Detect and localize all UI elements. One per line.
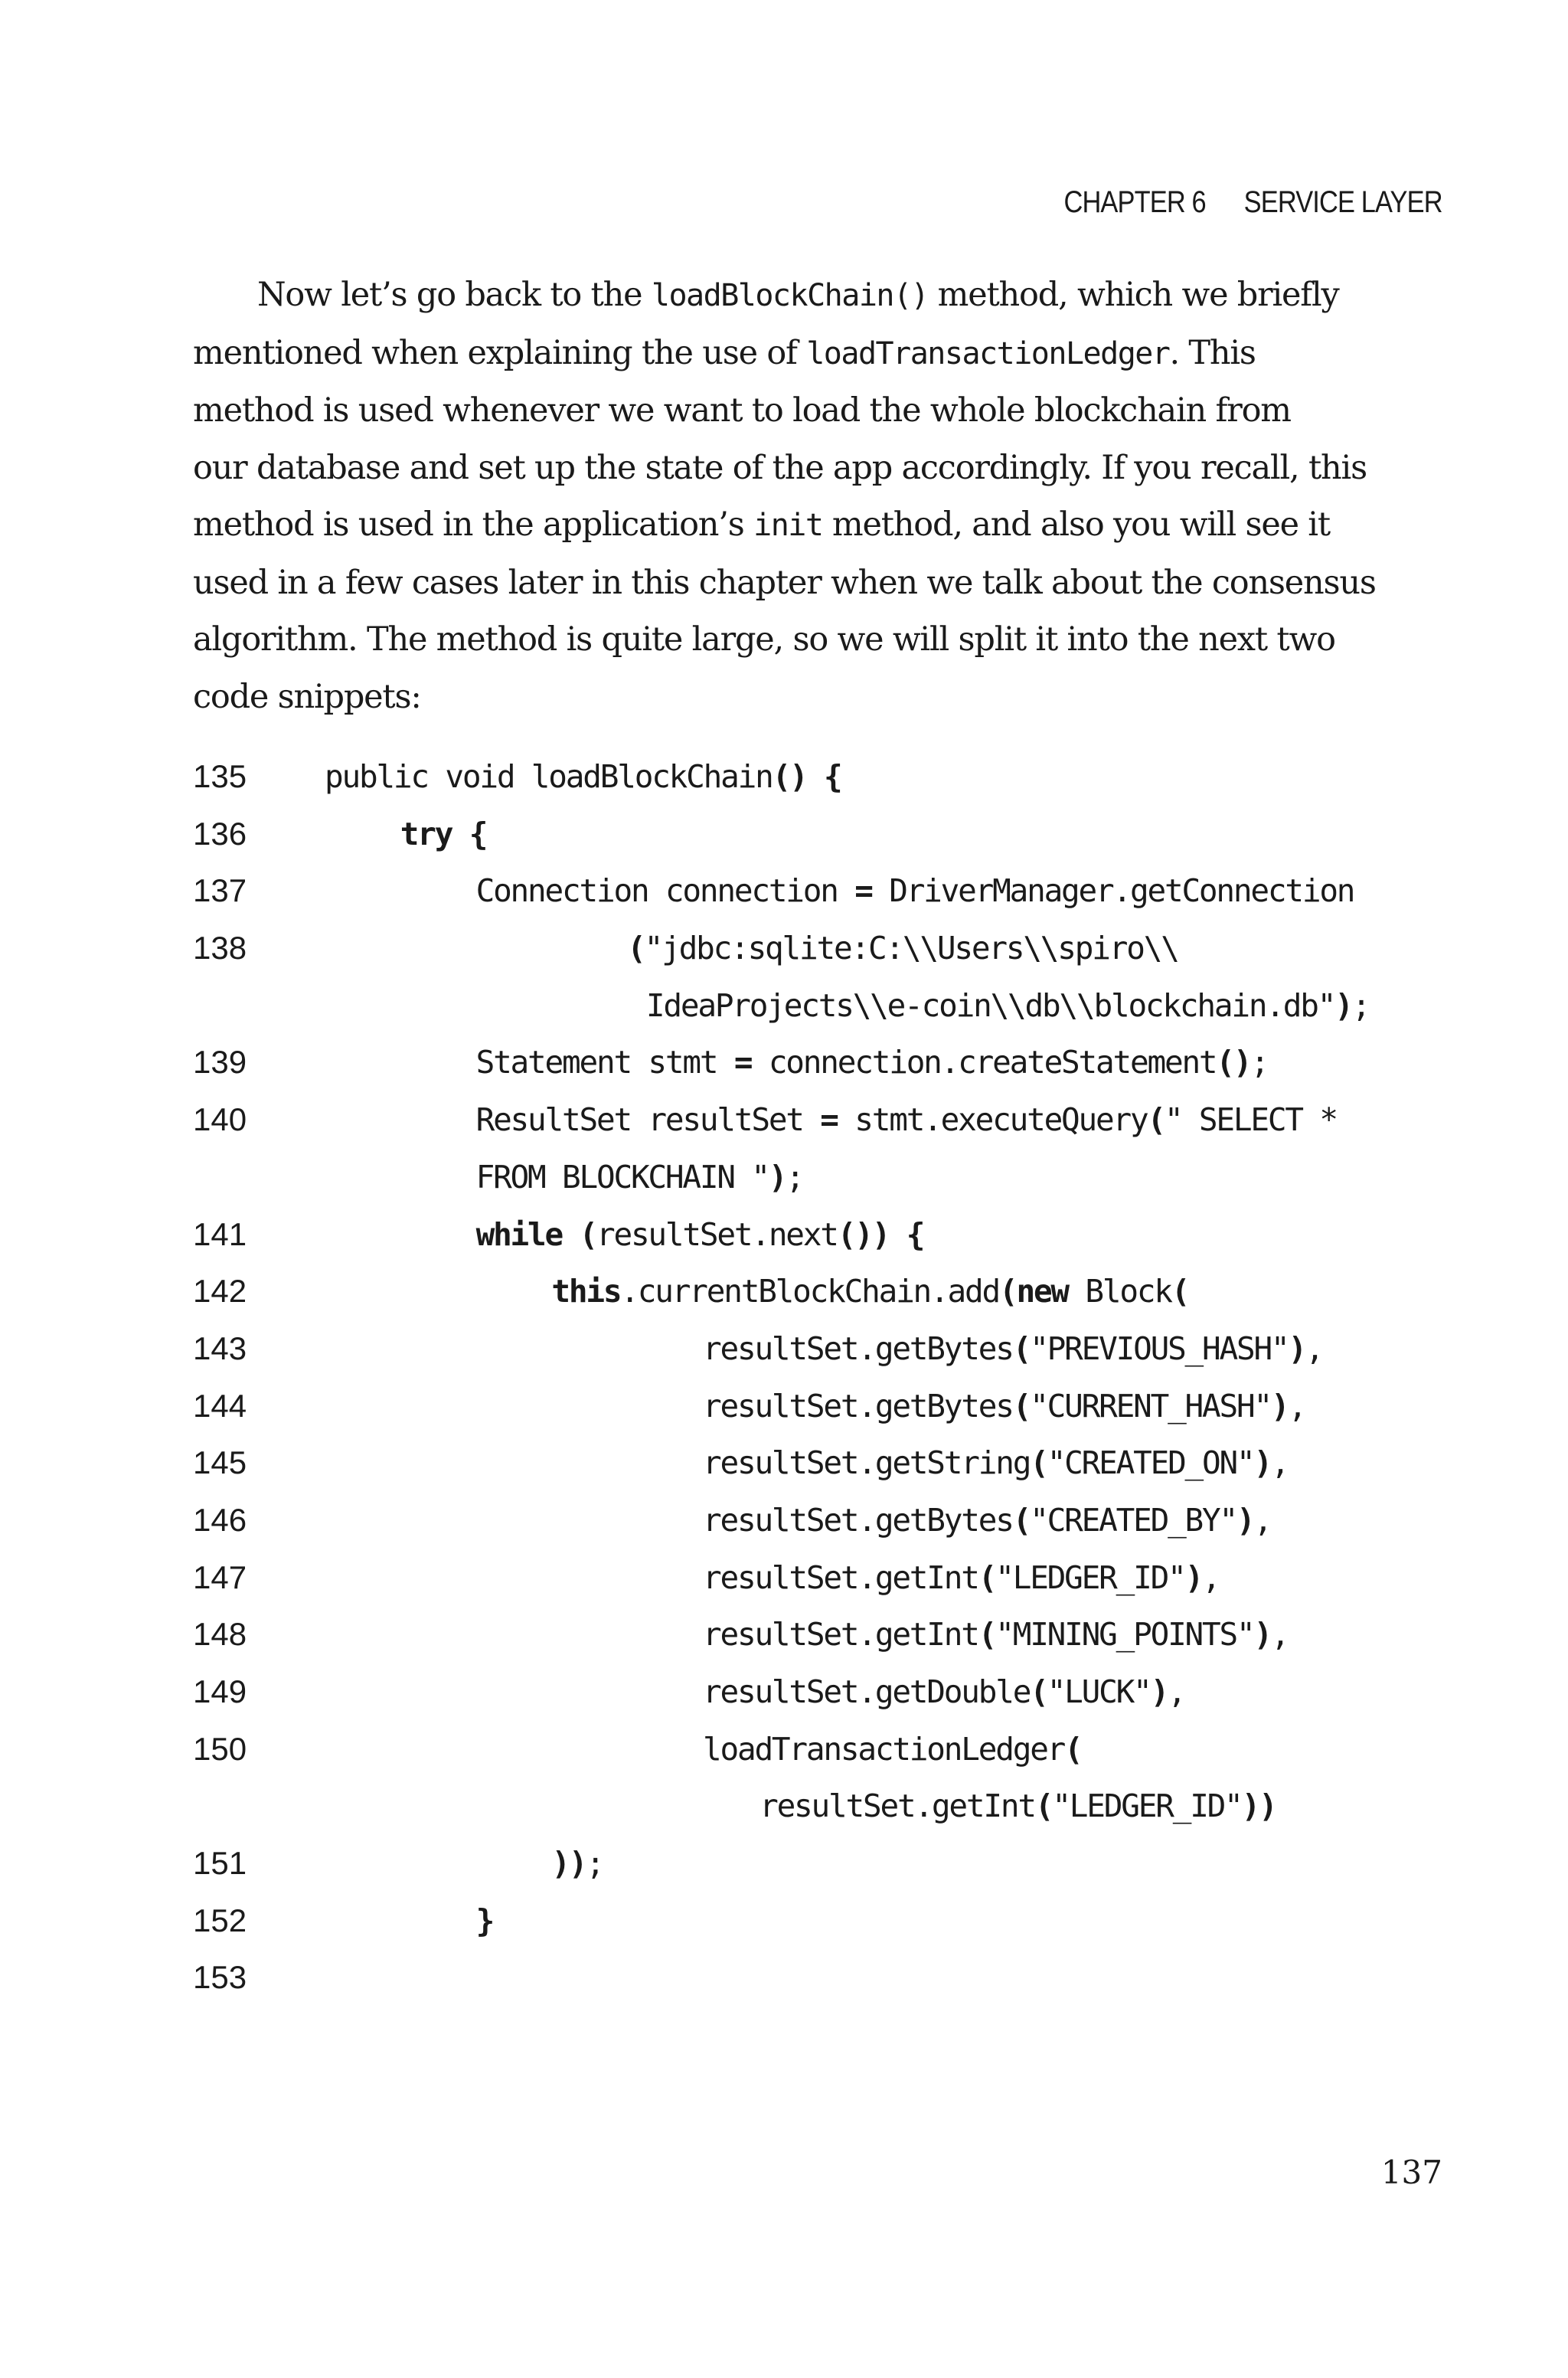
code-token: DriverManager.getConnection [871,872,1354,910]
code-token: public void loadBlockChain [325,758,773,795]
code-keyword: ( [1012,1387,1031,1425]
code-token: Block [1067,1273,1171,1310]
line-number: 145 [193,1444,247,1481]
code-token: "LEDGER_ID" [1052,1788,1242,1825]
code-token: ; [586,1845,603,1882]
line-number: 135 [193,758,247,794]
line-number: 143 [193,1330,247,1366]
code-text [325,872,1354,909]
line-number: 146 [193,1501,247,1538]
code-token: resultSet.next [596,1215,838,1253]
paragraph-line [193,325,1449,383]
code-keyword: { [469,815,487,852]
line-number: 152 [193,1902,247,1938]
code-keyword: = [733,1044,752,1081]
text-run: code snippets: [193,677,421,716]
code-text [325,1159,803,1196]
text-run: method, and also you will see it [822,505,1330,544]
line-number: 149 [193,1673,247,1709]
code-token: .currentBlockChain.add [620,1273,999,1310]
code-keyword: this [551,1273,621,1310]
code-line [193,1216,1464,1274]
code-token: loadTransactionLedger [703,1730,1065,1768]
code-keyword: ( [998,1273,1017,1310]
code-keyword: () [772,758,807,795]
line-number: 138 [193,930,247,967]
code-line [193,1559,1464,1617]
code-token: ; [1351,986,1370,1024]
code-text [325,1616,1288,1653]
line-number: 142 [193,1273,247,1310]
line-number: 139 [193,1044,247,1081]
code-keyword: ) [1184,1559,1203,1596]
code-token: ; [1250,1044,1268,1081]
code-text [325,1330,1322,1367]
inline-code: loadTransactionLedger [806,335,1170,371]
code-token: "jdbc:sqlite:C:\\Users\\spiro\\ [644,930,1178,967]
code-token [889,1216,906,1253]
paragraph-line [193,611,1449,669]
code-token: ; [786,1158,803,1196]
code-keyword: ) [1334,986,1352,1024]
code-keyword: ( [1012,1501,1031,1539]
code-keyword: ( [1064,1730,1082,1768]
code-token: resultSet.getDouble [703,1673,1031,1710]
code-keyword: )) [551,1845,586,1882]
line-number: 136 [193,815,247,852]
code-keyword: try [400,815,452,852]
code-keyword: = [820,1101,838,1139]
code-keyword: ) [1150,1673,1168,1710]
inline-code: init [753,508,823,543]
code-keyword: ( [1171,1273,1189,1310]
code-keyword: ) [1253,1616,1271,1653]
code-text [325,1444,1288,1481]
code-keyword: { [906,1215,924,1253]
paragraph-line [193,554,1449,612]
code-token: "CREATED_ON" [1047,1444,1254,1482]
inline-code: loadBlockChain() [651,278,929,313]
line-number: 150 [193,1730,247,1767]
code-line [193,1388,1464,1445]
code-line [193,1159,1464,1216]
line-number: 140 [193,1101,247,1138]
code-line [193,1502,1464,1559]
code-keyword: ( [1030,1444,1047,1482]
code-line [193,1673,1464,1731]
code-text [325,1273,1188,1310]
code-token: resultSet.getBytes [703,1330,1013,1367]
code-line [193,816,1464,873]
code-token: "PREVIOUS_HASH" [1030,1330,1289,1367]
paragraph-line [193,496,1449,554]
code-token: resultSet.getInt [703,1616,978,1653]
code-token: "CURRENT_HASH" [1030,1387,1271,1425]
code-keyword: = [854,872,872,910]
code-keyword: ( [1012,1330,1031,1367]
line-number: 147 [193,1559,247,1595]
code-line [193,1101,1464,1159]
code-line [193,1444,1464,1502]
code-line [193,1273,1464,1330]
code-token: "LEDGER_ID" [995,1559,1185,1596]
code-token [562,1216,579,1253]
code-token: ResultSet resultSet [475,1101,821,1139]
line-number: 148 [193,1616,247,1653]
code-line [193,1731,1464,1788]
code-text [325,987,1369,1024]
code-line [193,1788,1464,1845]
code-token: , [1270,1616,1289,1653]
code-line [193,1616,1464,1673]
code-keyword: ) [1236,1501,1254,1539]
code-text [325,758,841,795]
code-line [193,1902,1464,1960]
text-run: mentioned when explaining the use of [193,333,807,372]
code-token [807,758,824,795]
chapter-label: CHAPTER 6 [1063,185,1207,219]
code-text [325,1502,1271,1539]
line-number: 144 [193,1387,247,1424]
running-header [1064,185,1442,220]
text-run: method, which we briefly [928,276,1339,314]
code-keyword: ( [1030,1673,1047,1710]
code-text [325,1388,1305,1425]
code-token: IdeaProjects\\e-coin\\db\\blockchain.db" [645,986,1335,1024]
code-token: Connection connection [475,872,855,910]
code-keyword: ( [579,1215,596,1253]
code-token: , [1202,1559,1220,1596]
code-token: FROM BLOCKCHAIN " [475,1158,769,1196]
code-line [193,758,1464,816]
code-keyword: } [475,1902,494,1939]
code-line [193,872,1464,930]
code-keyword: ) [1288,1330,1305,1367]
text-run: algorithm. The method is quite large, so we will split it into the next two [193,620,1335,659]
code-text [325,1044,1268,1081]
code-keyword: ) [768,1158,786,1196]
code-token: resultSet.getBytes [703,1501,1013,1539]
code-token: " SELECT * [1164,1101,1337,1139]
code-text [325,1101,1337,1138]
code-text [325,1673,1185,1710]
line-number: 141 [193,1215,247,1252]
code-keyword: () [1216,1044,1251,1081]
code-keyword: ( [1034,1788,1053,1825]
code-keyword: ( [627,930,645,967]
text-run: method is used whenever we want to load the whole blockchain from [193,391,1291,430]
code-token: Statement stmt [475,1044,734,1081]
section-label: SERVICE LAYER [1243,185,1442,219]
code-text [325,1559,1220,1596]
text-run: method is used in the application’s [193,505,754,544]
code-token: resultSet.getInt [703,1559,978,1596]
code-line [193,930,1464,987]
code-token: resultSet.getInt [760,1788,1035,1825]
text-run: our database and set up the state of the app accordingly. If you recall, this [193,448,1367,487]
code-text [325,930,1178,967]
code-text [325,1216,923,1253]
text-run: . This [1169,333,1256,372]
paragraph-line [193,382,1449,440]
code-token: stmt.executeQuery [837,1101,1148,1139]
text-run: used in a few cases later in this chapter when we talk about the consensus [193,563,1376,602]
code-text [325,1845,603,1882]
code-token: , [1305,1330,1323,1367]
paragraph-line [193,440,1449,497]
code-line [193,1044,1464,1101]
line-number: 151 [193,1845,247,1882]
line-number: 153 [193,1959,247,1996]
code-keyword: ()) [837,1215,890,1253]
paragraph-line [193,669,1449,726]
code-text [325,816,486,852]
body-paragraph [193,267,1449,725]
code-token: "MINING_POINTS" [995,1616,1254,1653]
code-keyword: { [824,758,841,795]
code-keyword: ( [1147,1101,1165,1139]
code-keyword: ( [978,1559,996,1596]
code-text [325,1788,1276,1824]
code-token: connection.createStatement [751,1044,1217,1081]
code-token: resultSet.getBytes [703,1387,1013,1425]
code-listing [193,758,1464,2017]
code-token: , [1270,1444,1289,1482]
code-token [452,816,469,852]
code-keyword: ( [978,1616,996,1653]
code-keyword: )) [1241,1788,1276,1825]
text-run: Now let’s go back to the [257,276,652,314]
code-token: "LUCK" [1047,1673,1151,1710]
code-text [325,1902,493,1939]
code-line [193,987,1464,1045]
code-line [193,1845,1464,1902]
code-token: "CREATED_BY" [1030,1501,1237,1539]
code-token: , [1288,1387,1305,1425]
code-token: resultSet.getString [703,1444,1031,1482]
code-text [325,1731,1082,1768]
code-line [193,1330,1464,1388]
code-token: , [1168,1673,1185,1710]
code-line [193,1959,1464,2017]
page-number: 137 [1380,2154,1442,2191]
code-keyword: ) [1270,1387,1289,1425]
line-number: 137 [193,872,247,909]
code-keyword: new [1016,1273,1068,1310]
code-keyword: while [475,1215,563,1253]
code-token: , [1253,1501,1271,1539]
paragraph-line [193,267,1449,325]
code-keyword: ) [1253,1444,1271,1482]
